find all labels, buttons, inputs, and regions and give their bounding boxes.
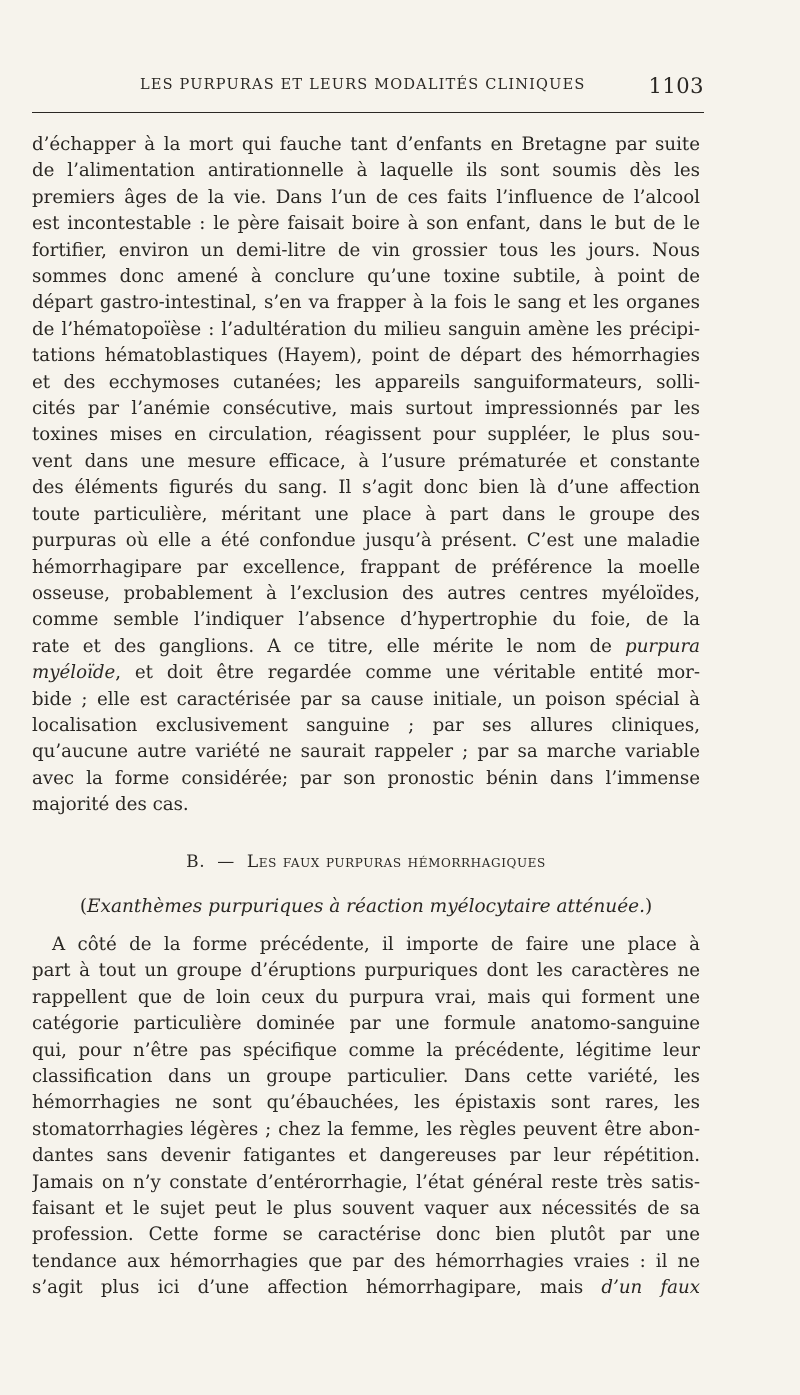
text-line: A côté de la forme précédente, il importe de faire une place à: [52, 934, 700, 955]
text-line: toute particulière, méritant une place à part dans le groupe des: [32, 503, 700, 525]
text-line: [32, 634, 700, 660]
text-line: osseuse, probablement à l’exclusion des autres centres myéloïdes,: [32, 582, 700, 604]
text-line: hémorrhagipare par excellence, frappant de préférence la moelle: [32, 556, 700, 578]
text-line: départ gastro-intestinal, s’en va frapper à la fois le sang et les organes: [32, 292, 700, 314]
text-line: part à tout un groupe d’éruptions purpuriques dont les caractères ne: [32, 960, 700, 982]
text-line: des éléments figurés du sang. Il s’agit donc bien là d’une affection: [32, 477, 700, 499]
text-line: majorité des cas.: [32, 794, 189, 816]
text-line: qu’aucune autre variété ne saurait rappeler ; par sa marche variable: [32, 741, 700, 763]
text-run: s’agit plus ici d’une affection hémorrhagipare, mais: [32, 1277, 602, 1299]
section-heading: [32, 852, 700, 872]
text-line: d’échapper à la mort qui fauche tant d’enfants en Bretagne par suite: [32, 134, 700, 155]
text-line: profession. Cette forme se caractérise donc bien plutôt par une: [32, 1224, 700, 1246]
text-line: avec la forme considérée; par son pronostic bénin dans l’immense: [32, 767, 700, 789]
subtitle-text: Exanthèmes purpuriques à réaction myélocytaire atténuée.: [87, 896, 645, 917]
text-line: classification dans un groupe particulier. Dans cette variété, les: [32, 1066, 700, 1088]
text-line: bide ; elle est caractérisée par sa cause initiale, un poison spécial à: [32, 688, 700, 710]
italic-term: d’un faux: [601, 1277, 700, 1299]
subtitle-open-paren: (: [79, 896, 88, 917]
italic-term: purpura: [625, 635, 700, 657]
section-subtitle: [32, 896, 700, 917]
header-rule: [32, 112, 704, 113]
text-line: hémorrhagies ne sont qu’ébauchées, les épistaxis sont rares, les: [32, 1092, 700, 1114]
text-line: tations hématoblastiques (Hayem), point de départ des hémorrhagies: [32, 345, 700, 367]
text-line: purpuras où elle a été confondue jusqu’à présent. C’est une maladie: [32, 530, 700, 552]
text-line: de l’alimentation antirationnelle à laquelle ils sont soumis dès les: [32, 160, 700, 182]
subtitle-close-paren: ): [644, 896, 653, 917]
text-line: qui, pour n’être pas spécifique comme la précédente, légitime leur: [32, 1039, 700, 1061]
section-dash: —: [217, 852, 235, 872]
text-line: de l’hématopoïèse : l’adultération du milieu sanguin amène les précipi-: [32, 318, 700, 340]
text-line: localisation exclusivement sanguine ; par ses allures cliniques,: [32, 714, 700, 736]
text-line: et des ecchymoses cutanées; les appareils sanguiformateurs, solli-: [32, 371, 700, 393]
text-run: rate et des ganglions. A ce titre, elle mérite le nom de: [32, 635, 626, 657]
text-line: [32, 660, 700, 686]
text-line: stomatorrhagies légères ; chez la femme, les règles peuvent être abon-: [32, 1118, 700, 1140]
text-line: comme semble l’indiquer l’absence d’hypertrophie du foie, de la: [32, 609, 700, 631]
paragraph-2: [32, 932, 700, 1302]
running-head: [32, 74, 704, 104]
paragraph-1: [32, 132, 700, 819]
text-line: faisant et le sujet peut le plus souvent vaquer aux nécessités de sa: [32, 1198, 700, 1220]
text-line: toxines mises en circulation, réagissent pour suppléer, le plus sou-: [32, 424, 700, 446]
text-line: vent dans une mesure efficace, à l’usure prématurée et constante: [32, 450, 700, 472]
section-letter: B.: [186, 852, 206, 872]
section-title: Les faux purpuras hémorrhagiques: [246, 852, 546, 872]
text-line: sommes donc amené à conclure qu’une toxine subtile, à point de: [32, 266, 700, 288]
italic-term: myéloïde: [32, 662, 116, 684]
text-line: fortifier, environ un demi-litre de vin grossier tous les jours. Nous: [32, 239, 700, 261]
text-line: cités par l’anémie consécutive, mais surtout impressionnés par les: [32, 398, 700, 420]
text-line: premiers âges de la vie. Dans l’un de ces faits l’influence de l’alcool: [32, 186, 700, 208]
page-number: 1103: [648, 74, 704, 98]
text-run: , et doit être regardée comme une véritable entité mor-: [115, 662, 700, 684]
text-line: [32, 1275, 700, 1301]
text-line: catégorie particulière dominée par une formule anatomo-sanguine: [32, 1013, 700, 1035]
running-title: LES PURPURAS ET LEURS MODALITÉS CLINIQUES: [140, 77, 586, 93]
text-line: est incontestable : le père faisait boire à son enfant, dans le but de le: [32, 213, 700, 235]
text-line: dantes sans devenir fatigantes et dangereuses par leur répétition.: [32, 1145, 700, 1167]
text-line: tendance aux hémorrhagies que par des hémorrhagies vraies : il ne: [32, 1250, 700, 1272]
text-line: rappellent que de loin ceux du purpura vrai, mais qui forment une: [32, 986, 700, 1008]
text-line: Jamais on n’y constate d’entérorrhagie, l’état général reste très satis-: [32, 1171, 700, 1193]
